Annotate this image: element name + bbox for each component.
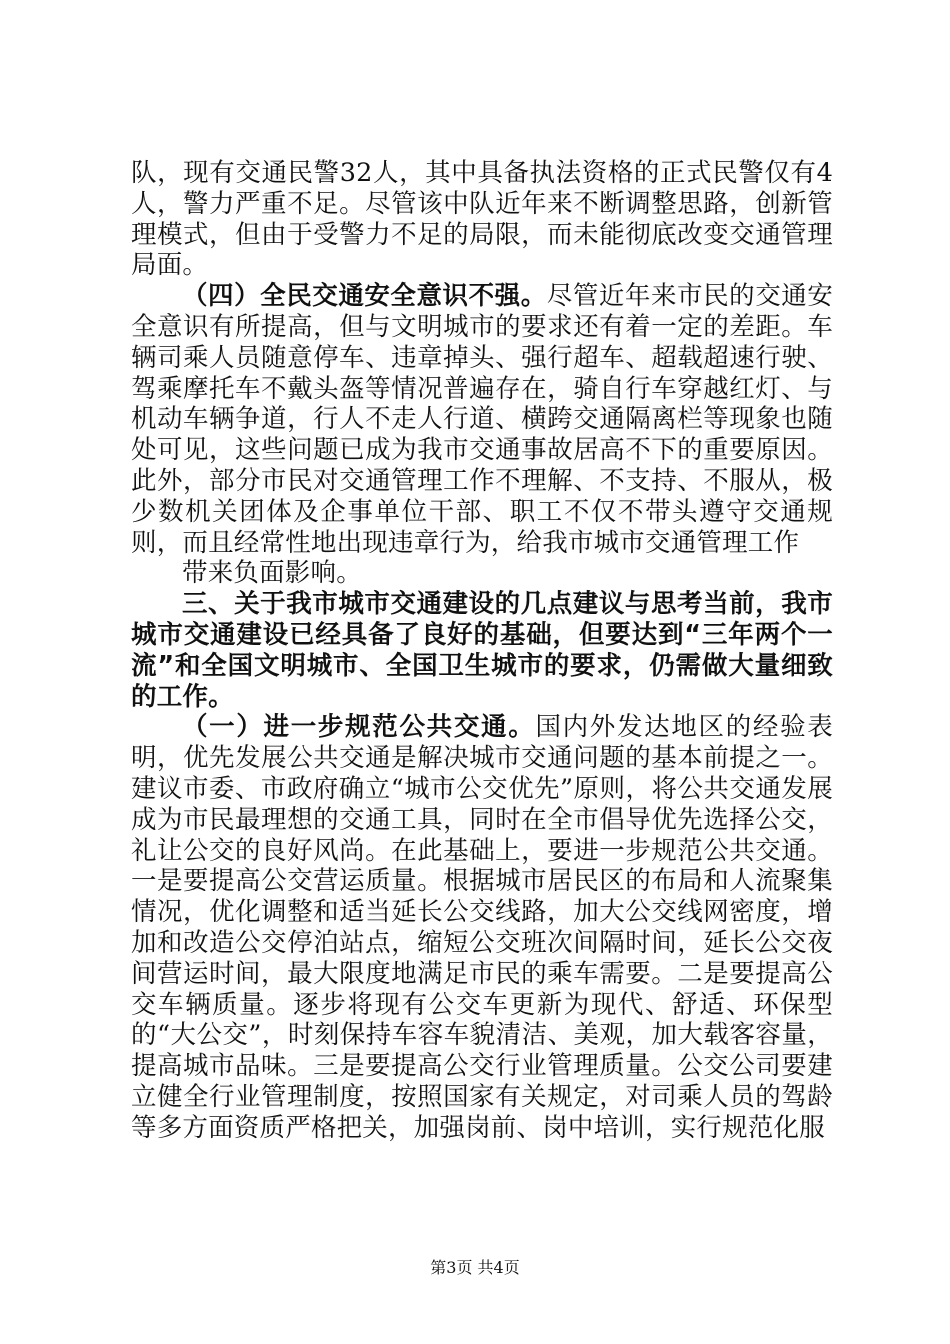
- page-footer: 第3页 共4页: [430, 1258, 520, 1277]
- paragraph-text: 国内外发达地区的经验表明，优先发展公共交通是解决城市交通问题的基本前提之一。建议市委、市政府确立“城市公交优先”原则，将公共交通发展成为市民最理想的交通工具，同时在全市倡导优先选择公交，礼让公交的良好风尚。在此基础上，要进一步规范公共交通。一是要提高公交营运质量。根据城市居民区的布局和人流聚集情况，优化调整和适当延长公交线路，加大公交线网密度，增加和改造公交停泊站点，缩短公交班次间隔时间，延长公交夜间营运时间，最大限度地满足市民的乘车需要。二是要提高公交车辆质量。逐步将现有公交车更新为现代、舒适、环保型的“大公交”，时刻保持车容车貌清洁、美观，加大载客容量，提高城市品味。三是要提高公交行业管理质量。公交公司要建立健全行业管理制度，按照国家有关规定，对司乘人员的驾龄等多方面资质严格把关，加强岗前、岗中培训，实行规范化服: [131, 712, 834, 1143]
- section-heading-three: [131, 589, 833, 712]
- paragraph-lead: （一）进一步规范公共交通。: [182, 712, 536, 743]
- paragraph-lead: （四）全民交通安全意识不强。: [182, 281, 547, 312]
- paragraph-continuation: [131, 158, 833, 281]
- paragraph-text: 带来负面影响。: [182, 558, 362, 589]
- section-heading-text: 三、关于我市城市交通建设的几点建议与思考当前，我市城市交通建设已经具备了良好的基础，但要达到“三年两个一流”和全国文明城市、全国卫生城市的要求，仍需做大量细致的工作。: [131, 589, 833, 712]
- paragraph-public-transport: [131, 712, 833, 1143]
- paragraph-negative-impact: [131, 558, 833, 589]
- paragraph-text: 尽管近年来市民的交通安全意识有所提高，但与文明城市的要求还有着一定的差距。车辆司乘人员随意停车、违章掉头、强行超车、超载超速行驶、驾乘摩托车不戴头盔等情况普遍存在，骑自行车穿越红灯、与机动车辆争道，行人不走人行道、横跨交通隔离栏等现象也随处可见，这些问题已成为我市交通事故居高不下的重要原因。此外，部分市民对交通管理工作不理解、不支持、不服从，极少数机关团体及企事单位干部、职工不仅不带头遵守交通规则，而且经常性地出现违章行为，给我市城市交通管理工作: [131, 281, 834, 558]
- paragraph-text: 队，现有交通民警32人，其中具备执法资格的正式民警仅有4人，警力严重不足。尽管该中队近年来不断调整思路，创新管理模式，但由于受警力不足的局限，而未能彻底改变交通管理局面。: [131, 158, 833, 281]
- body-text: [131, 158, 833, 1144]
- paragraph-public-awareness: [131, 281, 833, 558]
